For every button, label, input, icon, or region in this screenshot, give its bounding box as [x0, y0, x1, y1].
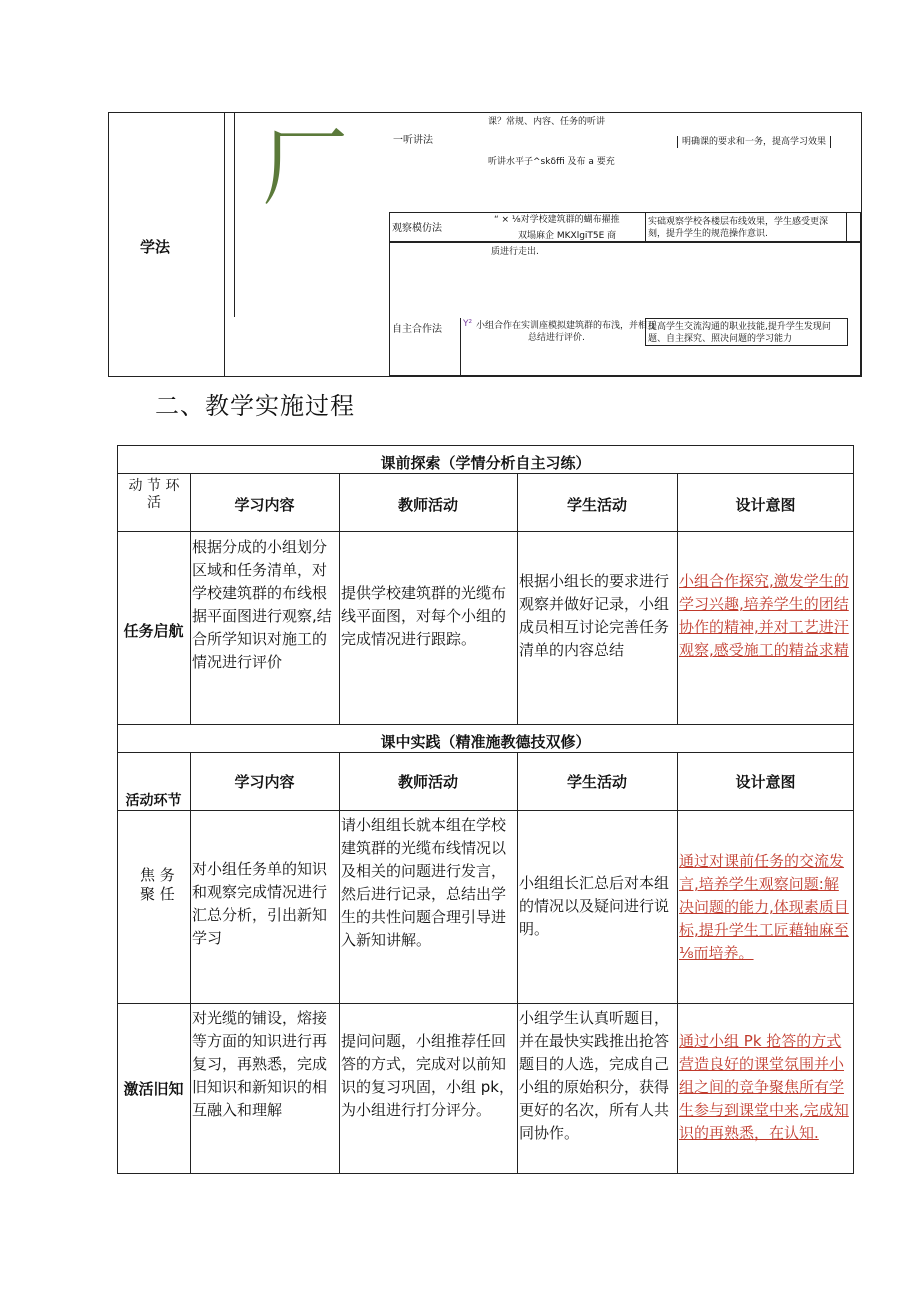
teacher-header: 教师活动 [397, 496, 458, 514]
design-header: 设计意图 [735, 773, 796, 791]
stage-focus-task: 焦 务 聚 任 [140, 866, 175, 903]
method-prefix: Y² [463, 319, 473, 329]
row1-design: 小组合作探究,激发学生的学习兴趣,培养学生的团结协作的精神,并对工艺进汗观察,感受施工的精益求精 [679, 572, 849, 659]
content-header: 学习内容 [234, 496, 295, 514]
method-purpose: 提高学生交流沟通的职业技能,提升学生发现问题、自主探究、照决问题的学习能力 [648, 322, 831, 344]
teacher-header: 教师活动 [397, 773, 458, 791]
method-divider [645, 212, 646, 242]
row-label-xuefa: 学法 [140, 238, 171, 256]
col-divider [517, 752, 518, 1174]
row-divider [117, 473, 854, 474]
method-divider [846, 212, 847, 242]
method-purpose-text: 明确课的要求和一务，提高学习效果 [682, 137, 827, 147]
method-purpose: 实础观察学校各楼层布线效果，学生感受更深刻，提升学生的规范操作意识. [648, 217, 829, 239]
method-content: 听讲水平子^skδffi 及布 a 要充 [488, 157, 615, 167]
method-content: 小组合作在实训座模拟建筑群的布浅，并相互 [476, 321, 657, 331]
method-name: 一听讲法 [393, 135, 433, 146]
col-divider [190, 752, 191, 1174]
method-divider [460, 318, 461, 376]
design-header: 设计意图 [735, 496, 796, 514]
top-table-divider [224, 112, 225, 377]
method-name: 自主合作法 [392, 324, 442, 335]
row2-design: 通过对课前任务的交流发言,培养学生观察问题:解决问题的能力,体现素质目标,提升学生工匠藉轴麻至⅛而培养。 [679, 852, 849, 962]
method-name: 观察模仿法 [392, 223, 442, 234]
stage-task-launch: 任务启航 [123, 622, 184, 640]
stage-activate-old-knowledge: 激活旧知 [123, 1080, 184, 1098]
method-content: “ × ⅛对学校建筑群的蝴布擢推 [494, 215, 620, 225]
green-mark: 厂 [262, 118, 348, 218]
section-title: 二、教学实施过程 [155, 392, 355, 420]
content-header: 学习内容 [234, 773, 295, 791]
method-content: 总结进行评价. [528, 333, 585, 343]
method-content: 双塌麻企 MKXlgiT5E 商 [518, 231, 617, 241]
in-class-title: 课中实践（精准施教德技双修） [380, 733, 591, 751]
student-header: 学生活动 [566, 496, 627, 514]
method-purpose [677, 136, 831, 148]
row1-student: 根据小组长的要求进行观察并做好记录，小组成员相互讨论完善任务清单的内容总结 [519, 572, 670, 659]
row3-content: 对光缆的铺设，熔接等方面的知识进行再复习，再熟悉，完成旧知识和新知识的相互融入和理解 [192, 1009, 328, 1119]
row-divider [117, 531, 854, 532]
row2-teacher: 请小组组长就本组在学校建筑群的光缆布线情况以及相关的问题进行发言，然后进行记录，总结出学生的共性问题合理引导进入新知讲解。 [341, 816, 507, 949]
pre-class-title: 课前探索（学情分析自主习练） [380, 454, 591, 472]
row-divider [117, 1003, 854, 1004]
col-divider [339, 752, 340, 1174]
row-divider [117, 724, 854, 725]
row3-student: 小组学生认真听题目，并在最快实践推出抢答题目的人选，完成自己小组的原始积分，获得更好的名次，所有人共同协作。 [519, 1009, 670, 1142]
row3-teacher: 提问问题，小组推荐任回答的方式，完成对以前知识的复习巩固，小组 pk，为小组进行打分评分。 [341, 1032, 514, 1119]
stage-header-vertical: 动 节 环 活 [128, 478, 180, 511]
row1-teacher: 提供学校建筑群的光缆布线平面图，对每个小组的完成情况进行跟踪。 [341, 584, 507, 648]
row2-student: 小组组长汇总后对本组的情况以及疑问进行说明。 [519, 874, 670, 938]
student-header: 学生活动 [566, 773, 627, 791]
top-table-divider [234, 112, 235, 317]
row-divider [117, 810, 854, 811]
row1-content: 根据分成的小组划分区域和任务清单，对学校建筑群的布线根据平面图进行观察,结合所学知识对施工的情况进行评价 [192, 538, 332, 671]
method-content: 质进行走出. [491, 247, 539, 257]
row2-content: 对小组任务单的知识和观察完成情况进行汇总分析，引出新知学习 [192, 860, 328, 947]
row3-design: 通过小组 Pk 抢答的方式营造良好的课堂氛围并小组之间的竞争聚焦所有学生参与到课堂中来,完成知识的再熟悉，在认知. [679, 1032, 849, 1142]
row-divider [117, 752, 854, 753]
col-divider [677, 752, 678, 1174]
stage-header: 活动环节 [125, 793, 182, 809]
method-content: 课？常规、内容、任务的听讲 [488, 117, 606, 127]
